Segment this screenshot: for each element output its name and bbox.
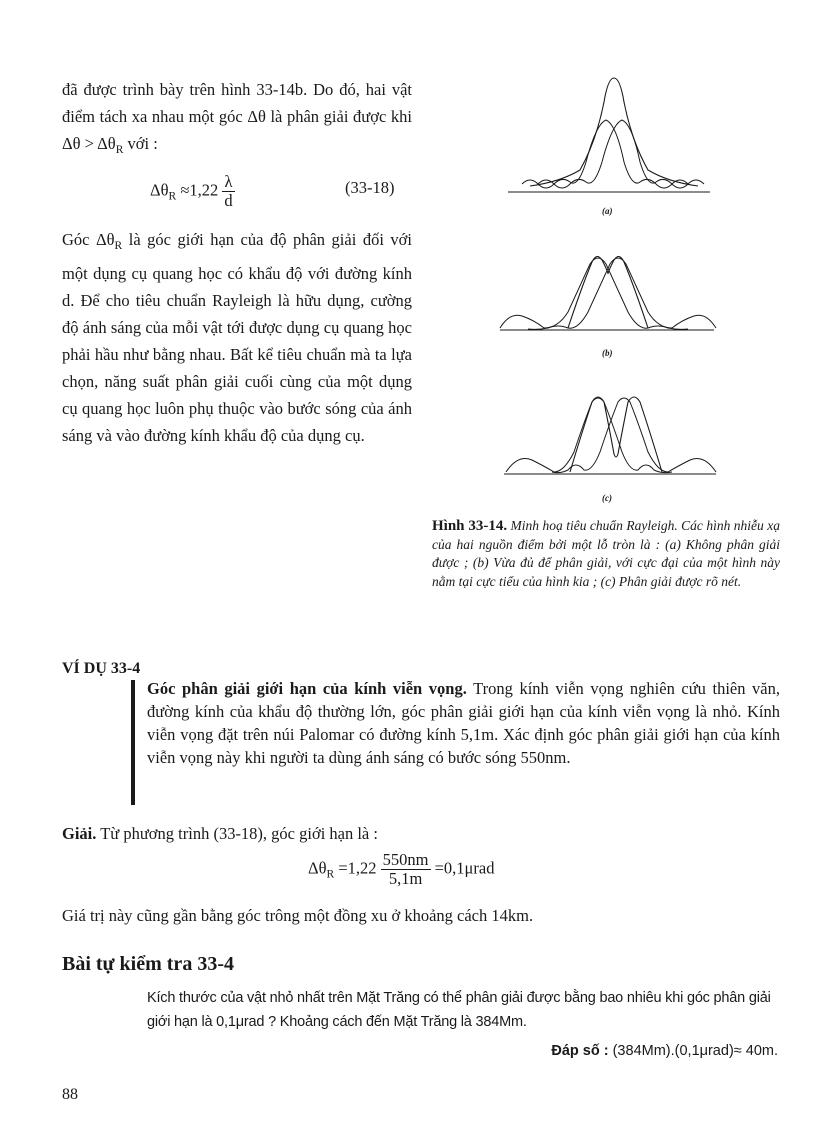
eq1-fraction bbox=[222, 174, 234, 209]
page-number: 88 bbox=[62, 1086, 78, 1103]
example-body bbox=[147, 677, 780, 769]
eq1-lhs: Δθ bbox=[150, 180, 169, 200]
plot-a-label: (a) bbox=[602, 206, 613, 216]
body-paragraph bbox=[62, 226, 412, 449]
eq1-numerator: λ bbox=[224, 172, 233, 191]
solution-label: Giải. bbox=[62, 824, 97, 843]
plot-c-curve-source2 bbox=[552, 398, 716, 473]
intro-text-end: với : bbox=[123, 134, 158, 153]
figure-caption bbox=[432, 517, 780, 591]
example-text: Trong kính viễn vọng nghiên cứu thiên văn, đường kính của khẩu độ thường lớn, góc phân giải giới hạn của kính viễn vọng là nhỏ. Kính viễn vọng đặt trên núi Palomar có đường kính 5,1m. Xác định góc phân giải giới hạn của kính viễn vọng này khi người ta dùng ánh sáng có bước sóng 550nm. bbox=[147, 679, 780, 767]
self-check-answer bbox=[520, 1043, 778, 1059]
eq2-denominator: 5,1m bbox=[381, 869, 431, 888]
plot-b-curve-source2 bbox=[528, 258, 716, 329]
plot-c bbox=[500, 392, 722, 484]
plot-c-curve-source1 bbox=[506, 398, 672, 473]
plot-b-curve-source1 bbox=[500, 258, 688, 329]
eq1-lhs-subscript: R bbox=[168, 190, 177, 203]
solution-line bbox=[62, 824, 378, 844]
equation-33-18 bbox=[150, 174, 235, 209]
intro-text: đã được trình bày trên hình 33-14b. Do đó, hai vật điểm tách xa nhau một góc Δθ là phân giải được khi Δθ > Δθ bbox=[62, 80, 412, 153]
eq2-fraction bbox=[381, 852, 431, 887]
caption-label: Hình 33-14. bbox=[432, 518, 508, 534]
solution-text: Từ phương trình (33-18), góc giới hạn là : bbox=[96, 824, 378, 843]
plot-b-label: (b) bbox=[602, 348, 613, 358]
solution-equation bbox=[308, 852, 494, 887]
plot-a bbox=[500, 72, 716, 200]
eq2-mid: =1,22 bbox=[334, 858, 377, 878]
eq1-relation: ≈1,22 bbox=[176, 180, 219, 200]
self-check-question: Kích thước của vật nhỏ nhất trên Mặt Trăng có thể phân giải được bằng bao nhiêu khi góc phân giải giới hạn là 0,1μrad ? Khoảng cách đến Mặt Trăng là 384Mm. bbox=[147, 990, 771, 1030]
example-sidebar-rule bbox=[131, 680, 135, 805]
plot-a-curve-sum bbox=[530, 78, 698, 186]
solution-note: Giá trị này cũng gần bằng góc trông một đồng xu ở khoảng cách 14km. bbox=[62, 906, 534, 925]
eq1-denominator: d bbox=[224, 190, 233, 210]
intro-subscript: R bbox=[115, 144, 124, 157]
para2-subscript: R bbox=[114, 240, 123, 253]
intro-paragraph bbox=[62, 76, 412, 164]
plot-b bbox=[496, 246, 720, 338]
plot-c-label: (c) bbox=[602, 493, 612, 503]
caption-text: Minh hoạ tiêu chuẩn Rayleigh. Các hình nhiễu xạ của hai nguồn điểm bởi một lỗ tròn là : (a) Không phân giải được ; (b) Vừa đủ để phân giải, với cực đại của một hình này nằm tại cực tiểu của hình kia ; (c) Phân giải được rõ nét. bbox=[432, 518, 780, 589]
example-heading: VÍ DỤ 33-4 bbox=[62, 660, 141, 677]
eq2-numerator: 550nm bbox=[382, 850, 429, 869]
eq2-lhs: Δθ bbox=[308, 858, 327, 878]
para2-start: Góc Δθ bbox=[62, 230, 115, 249]
eq2-lhs-subscript: R bbox=[326, 868, 335, 881]
answer-value: (384Mm).(0,1μrad)≈ 40m. bbox=[608, 1043, 778, 1059]
para2-rest: là góc giới hạn của độ phân giải đối với một dụng cụ quang học có khẩu độ với đường kính d. Để cho tiêu chuẩn Rayleigh là hữu dụng, cường độ ánh sáng của mỗi vật tới được dụng cụ quang học phải hầu như bằng nhau. Bất kể tiêu chuẩn mà ta lựa chọn, năng suất phân giải cuối cùng của một dụng cụ quang học luôn phụ thuộc vào bước sóng của ánh sáng và vào đường kính khẩu độ của dụng cụ. bbox=[62, 230, 412, 446]
self-check-heading: Bài tự kiểm tra 33-4 bbox=[62, 953, 234, 975]
answer-label: Đáp số : bbox=[551, 1043, 609, 1059]
eq2-rhs: =0,1μrad bbox=[434, 858, 495, 878]
example-title: Góc phân giải giới hạn của kính viễn vọng. bbox=[147, 679, 467, 698]
equation-number: (33-18) bbox=[345, 178, 395, 197]
